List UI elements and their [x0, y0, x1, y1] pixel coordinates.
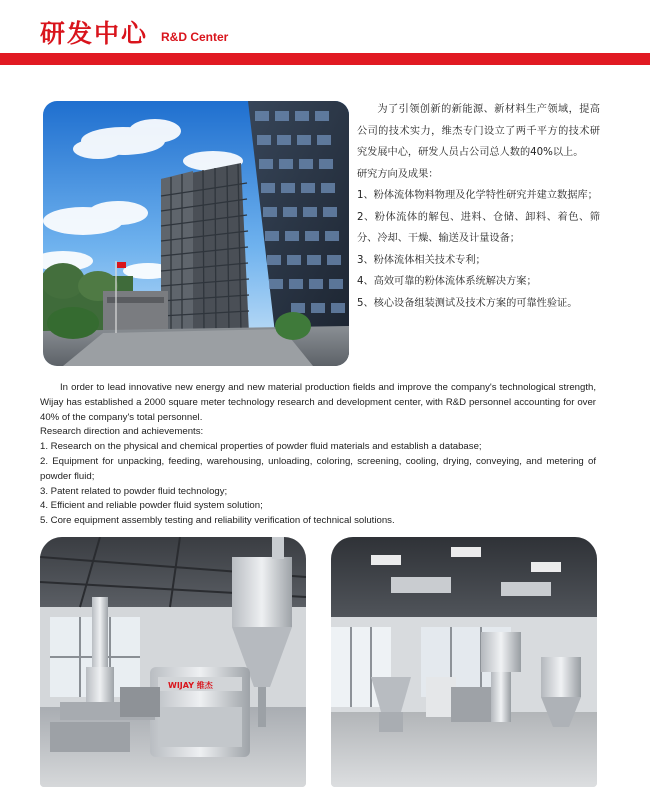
cn-list-item: 1、粉体流体物料物理及化学特性研究并建立数据库；	[357, 190, 598, 201]
cn-intro-paragraph: 为了引领创新的新能源、新材料生产领域，提高公司的技术实力，维杰专门设立了两千平方的技术研究发展中心，研发人员占公司总人数的40%以上。	[357, 104, 600, 158]
en-heading: Research direction and achievements:	[40, 426, 204, 438]
page-title-cn: 研发中心	[40, 19, 149, 48]
en-intro-paragraph: In order to lead innovative new energy and new material production fields and improve the company's technological strength, Wijay has established a 2000 square meter technology research and development center, with R&D personnel accounting for over 40% of the company's total personnel.	[40, 382, 596, 423]
cn-list-item: 4、高效可靠的粉体流体系统解决方案；	[357, 276, 537, 287]
en-list-item: 3. Patent related to powder fluid technology;	[40, 485, 228, 497]
en-list-item: 2. Equipment for unpacking, feeding, warehousing, unloading, coloring, screening, cooling, drying, conveying, and metering of powder fluid;	[40, 455, 596, 482]
cn-list-item: 3、粉体流体相关技术专利；	[357, 254, 486, 266]
header-red-bar	[0, 53, 650, 65]
en-list-item: 4. Efficient and reliable powder fluid system solution;	[40, 500, 263, 512]
cn-list-item: 5、核心设备组装测试及技术方案的可靠性验证。	[357, 297, 578, 309]
cn-heading: 研究方向及成果：	[357, 168, 439, 180]
en-text-block	[40, 381, 596, 529]
page-title-en: R&D Center	[161, 30, 229, 44]
cn-text-block	[357, 99, 600, 314]
page-header	[0, 0, 650, 70]
en-list-item: 1. Research on the physical and chemical properties of powder fluid materials and establish a database;	[40, 441, 482, 453]
en-list-item: 5. Core equipment assembly testing and reliability verification of technical solutions.	[40, 515, 395, 527]
lab-photo-equipment	[40, 537, 306, 787]
machine-logo-text: WIJAY 维杰	[168, 681, 213, 690]
lab-photo-hall	[331, 537, 597, 787]
cn-list-item: 2、粉体流体的解包、进料、仓储、卸料、着色、筛分、冷却、干燥、输送及计量设备；	[357, 211, 600, 244]
building-photo	[43, 101, 349, 366]
